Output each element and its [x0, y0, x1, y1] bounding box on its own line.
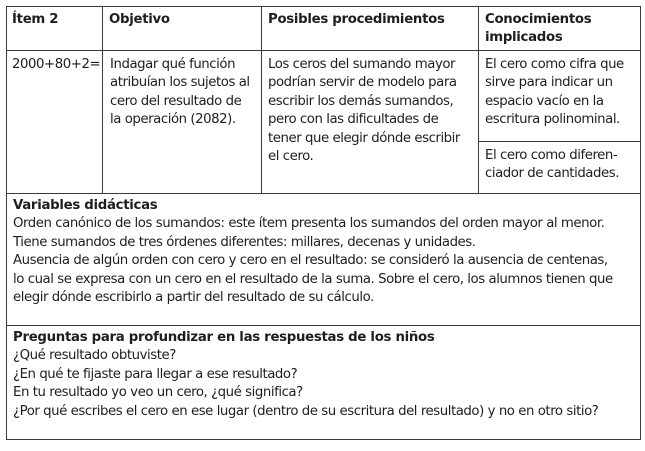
conocimientos-1-line: El cero como cifra que: [485, 57, 624, 72]
variables-row: [7, 194, 641, 326]
procedimientos-line: tener que elegir dónde escribir: [268, 130, 460, 146]
variables-line: elegir dónde escribirlo a partir del resultado de su cálculo.: [13, 290, 374, 306]
variables-line: lo cual se expresa con un cero en el resultado de la suma. Sobre el cero, los alumnos tienen que: [13, 271, 613, 287]
procedimientos-cell: [262, 51, 479, 194]
variables-line: Tiene sumandos de tres órdenes diferentes: millares, decenas y unidades.: [13, 234, 476, 250]
conocimientos-cell-1: [479, 51, 641, 142]
variables-title: Variables didácticas: [13, 198, 158, 213]
procedimientos-line: Los ceros del sumando mayor: [268, 57, 456, 72]
conocimientos-cell-2: [479, 142, 641, 194]
conocimientos-1-line: espacio vacío en la: [485, 93, 604, 109]
item-expression-cell: [7, 51, 103, 194]
procedimientos-line: escribir los demás sumandos,: [268, 93, 454, 109]
variables-cell: [7, 194, 641, 326]
conocimientos-2-line: ciador de cantidades.: [485, 166, 619, 182]
header-objetivo-label: Objetivo: [109, 12, 170, 27]
header-procedimientos-label: Posibles procedimientos: [268, 12, 445, 27]
item-row: [7, 51, 641, 142]
header-conocimientos: [479, 7, 641, 51]
objetivo-line: atribuían los sujetos al: [110, 75, 250, 91]
preguntas-title: Preguntas para profundizar en las respuestas de los niños: [13, 330, 435, 345]
conocimientos-2-line: El cero como diferen-: [485, 148, 618, 163]
conocimientos-1-line: escritura polinominal.: [485, 112, 620, 128]
header-conocimientos-line-1: Conocimientos: [485, 12, 592, 27]
objetivo-line: la operación (2082).: [110, 112, 236, 128]
variables-line: Orden canónico de los sumandos: este ítem presenta los sumandos del orden mayor al menor.: [13, 216, 605, 232]
header-procedimientos: [262, 7, 479, 51]
item-table: [6, 6, 641, 440]
header-item-label: Ítem 2: [12, 12, 59, 27]
header-row: [7, 7, 641, 51]
conocimientos-1-line: sirve para indicar un: [485, 75, 613, 91]
procedimientos-line: el cero.: [268, 149, 314, 165]
preguntas-cell: [7, 326, 641, 440]
objetivo-cell: [103, 51, 262, 194]
objetivo-line: Indagar qué función: [110, 57, 236, 72]
header-conocimientos-line-2: implicados: [485, 30, 563, 46]
preguntas-line: En tu resultado yo veo un cero, ¿qué significa?: [13, 385, 303, 401]
preguntas-line: ¿Por qué escribes el cero en ese lugar (dentro de su escritura del resultado) y no en otro sitio?: [13, 403, 599, 419]
procedimientos-line: podrían servir de modelo para: [268, 75, 457, 91]
preguntas-row: [7, 326, 641, 440]
header-objetivo: [103, 7, 262, 51]
procedimientos-line: pero con las dificultades de: [268, 112, 439, 128]
header-item: [7, 7, 103, 51]
variables-line: Ausencia de algún orden con cero y cero en el resultado: se consideró la ausencia de centenas,: [13, 253, 608, 269]
objetivo-line: cero del resultado de: [110, 93, 242, 109]
preguntas-line: ¿En qué te fijaste para llegar a ese resultado?: [13, 366, 298, 382]
preguntas-line: ¿Qué resultado obtuviste?: [13, 348, 176, 364]
item-expression: 2000+80+2=: [12, 57, 101, 72]
